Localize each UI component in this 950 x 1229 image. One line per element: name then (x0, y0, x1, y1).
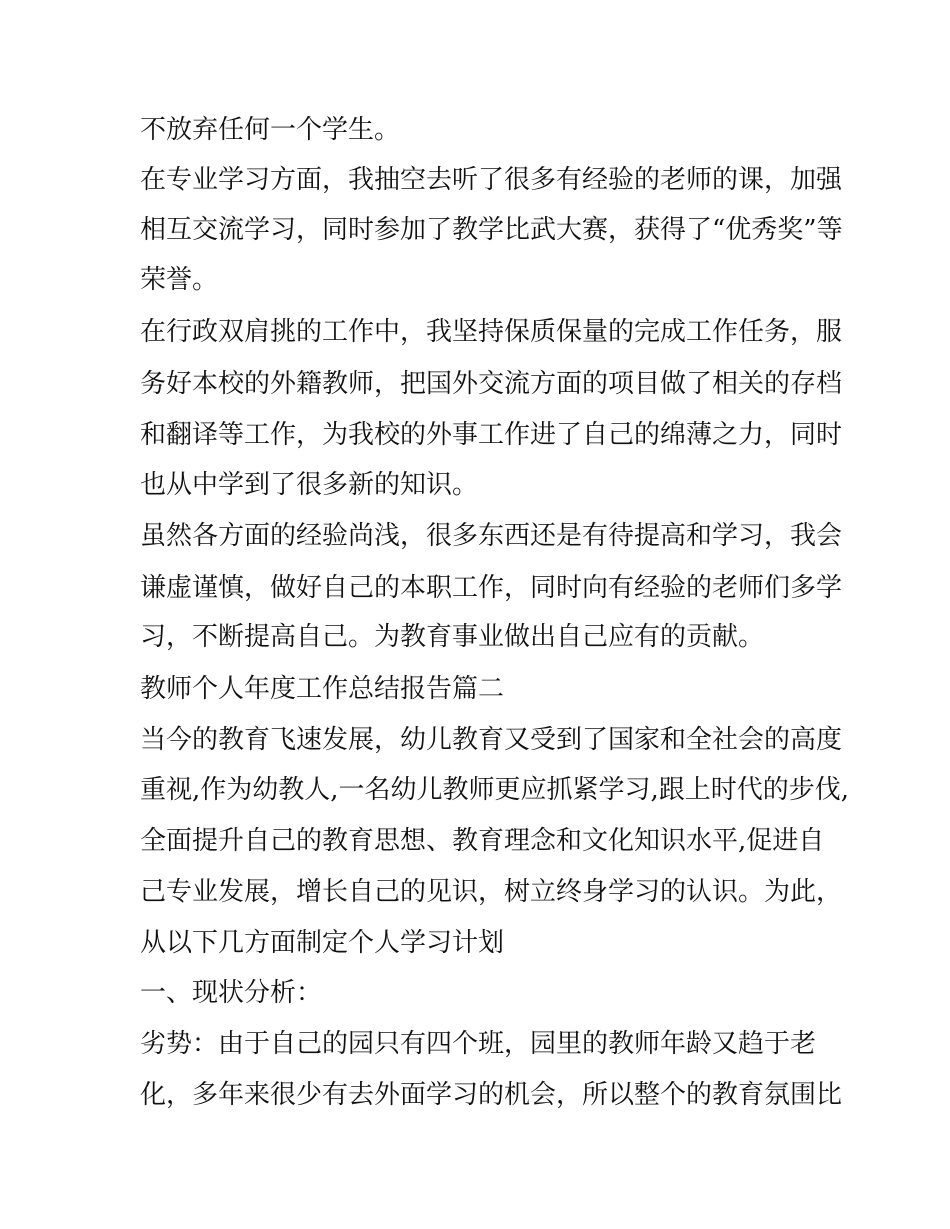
text-line: 在行政双肩挑的工作中，我坚持保质保量的完成工作任务，服 (140, 317, 843, 347)
text-line: 荣誉。 (140, 265, 219, 295)
text-line: 一、现状分析： (140, 978, 323, 1008)
text-line: 重视,作为幼教人,一名幼儿教师更应抓紧学习,跟上时代的步伐, (140, 775, 850, 805)
text-line: 务好本校的外籍教师，把国外交流方面的项目做了相关的存档 (140, 369, 843, 399)
text-line: 当今的教育飞速发展，幼儿教育又受到了国家和全社会的高度 (140, 725, 843, 755)
text-line: 从以下几方面制定个人学习计划 (140, 928, 505, 958)
text-line: 劣势：由于自己的园只有四个班，园里的教师年龄又趋于老 (140, 1029, 817, 1059)
text-line: 相互交流学习，同时参加了教学比武大赛，获得了“优秀奖”等 (140, 215, 843, 245)
text-line: 虽然各方面的经验尚浅，很多东西还是有待提高和学习，我会 (140, 521, 843, 551)
section-heading: 教师个人年度工作总结报告篇二 (140, 674, 505, 704)
text-line: 和翻译等工作，为我校的外事工作进了自己的绵薄之力，同时 (140, 420, 843, 450)
text-line: 己专业发展，增长自己的见识，树立终身学习的认识。为此， (140, 877, 843, 907)
text-line: 习，不断提高自己。为教育事业做出自己应有的贡献。 (140, 622, 765, 652)
text-line: 化，多年来很少有去外面学习的机会，所以整个的教育氛围比 (140, 1080, 843, 1110)
text-line: 也从中学到了很多新的知识。 (140, 470, 479, 500)
text-line: 谦虚谨慎，做好自己的本职工作，同时向有经验的老师们多学 (140, 573, 843, 603)
text-line: 全面提升自己的教育思想、教育理念和文化知识水平,促进自 (140, 826, 825, 856)
text-line: 在专业学习方面，我抽空去听了很多有经验的老师的课，加强 (140, 165, 843, 195)
text-line: 不放弃任何一个学生。 (140, 115, 401, 145)
